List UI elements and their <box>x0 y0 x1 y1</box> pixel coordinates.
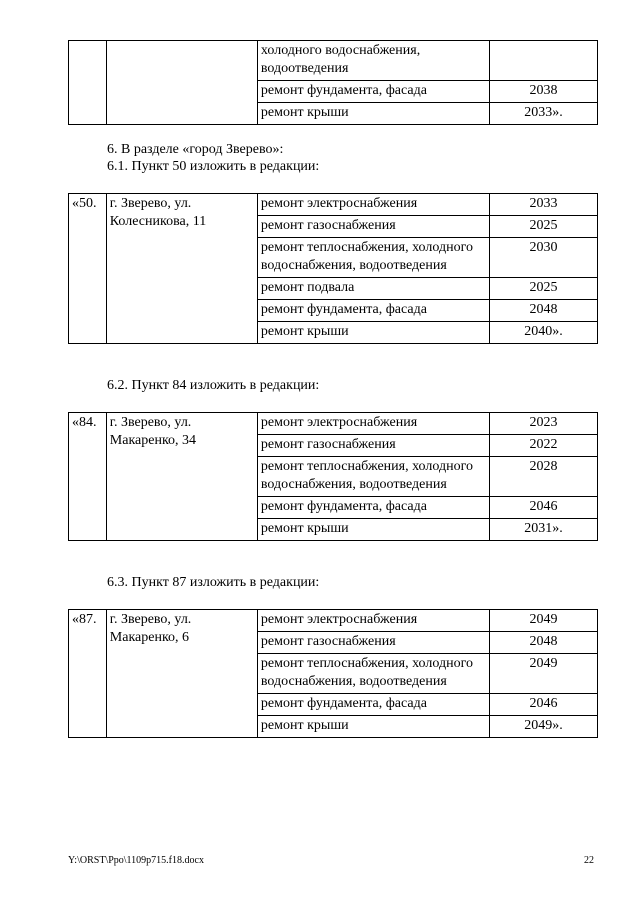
page-number: 22 <box>584 855 594 866</box>
year-cell: 2028 <box>489 457 597 497</box>
item-number: «50. <box>69 194 107 344</box>
item-87-table <box>68 609 598 738</box>
work-cell: ремонт теплоснабжения, холодного водоснабжения, водоотведения <box>257 238 489 278</box>
year-cell: 2038 <box>489 81 597 103</box>
year-cell: 2025 <box>489 278 597 300</box>
item-84-table <box>68 412 598 541</box>
year-cell: 2040». <box>489 322 597 344</box>
work-cell: ремонт электроснабжения <box>257 610 489 632</box>
work-cell: ремонт теплоснабжения, холодного водоснабжения, водоотведения <box>257 654 489 694</box>
year-cell: 2048 <box>489 300 597 322</box>
section-heading: 6. В разделе «город Зверево»: <box>107 142 284 157</box>
year-cell: 2022 <box>489 435 597 457</box>
year-cell: 2033 <box>489 194 597 216</box>
table-row <box>69 41 598 81</box>
year-cell: 2023 <box>489 413 597 435</box>
table-row <box>69 194 598 216</box>
work-cell: ремонт крыши <box>257 519 489 541</box>
work-cell: ремонт фундамента, фасада <box>257 300 489 322</box>
work-cell: холодного водоснабжения, водоотведения <box>257 41 489 81</box>
year-cell: 2049 <box>489 654 597 694</box>
year-cell: 2048 <box>489 632 597 654</box>
address-cell: г. Зверево, ул. Макаренко, 6 <box>106 610 257 738</box>
work-cell: ремонт фундамента, фасада <box>257 497 489 519</box>
work-cell: ремонт электроснабжения <box>257 413 489 435</box>
year-cell: 2049». <box>489 716 597 738</box>
work-cell: ремонт теплоснабжения, холодного водоснабжения, водоотведения <box>257 457 489 497</box>
year-cell: 2025 <box>489 216 597 238</box>
number-cell <box>69 41 107 125</box>
table-row <box>69 413 598 435</box>
work-cell: ремонт подвала <box>257 278 489 300</box>
address-cell: г. Зверево, ул. Макаренко, 34 <box>106 413 257 541</box>
year-cell: 2046 <box>489 497 597 519</box>
work-cell: ремонт электроснабжения <box>257 194 489 216</box>
year-cell <box>489 41 597 81</box>
work-cell: ремонт фундамента, фасада <box>257 694 489 716</box>
work-cell: ремонт газоснабжения <box>257 632 489 654</box>
address-cell: г. Зверево, ул. Колесникова, 11 <box>106 194 257 344</box>
year-cell: 2030 <box>489 238 597 278</box>
work-cell: ремонт крыши <box>257 103 489 125</box>
year-cell: 2033». <box>489 103 597 125</box>
item-50-table <box>68 193 598 344</box>
item-number: «87. <box>69 610 107 738</box>
subsection-6-1: 6.1. Пункт 50 изложить в редакции: <box>107 159 320 174</box>
top-continuation-table <box>68 40 598 125</box>
footer-file-path: Y:\ORST\Ppo\1109p715.f18.docx <box>68 855 204 866</box>
year-cell: 2046 <box>489 694 597 716</box>
work-cell: ремонт фундамента, фасада <box>257 81 489 103</box>
work-cell: ремонт крыши <box>257 322 489 344</box>
work-cell: ремонт газоснабжения <box>257 216 489 238</box>
work-cell: ремонт газоснабжения <box>257 435 489 457</box>
subsection-6-3: 6.3. Пункт 87 изложить в редакции: <box>107 575 320 590</box>
subsection-6-2: 6.2. Пункт 84 изложить в редакции: <box>107 378 320 393</box>
table-row <box>69 610 598 632</box>
year-cell: 2031». <box>489 519 597 541</box>
work-cell: ремонт крыши <box>257 716 489 738</box>
year-cell: 2049 <box>489 610 597 632</box>
item-number: «84. <box>69 413 107 541</box>
address-cell <box>106 41 257 125</box>
